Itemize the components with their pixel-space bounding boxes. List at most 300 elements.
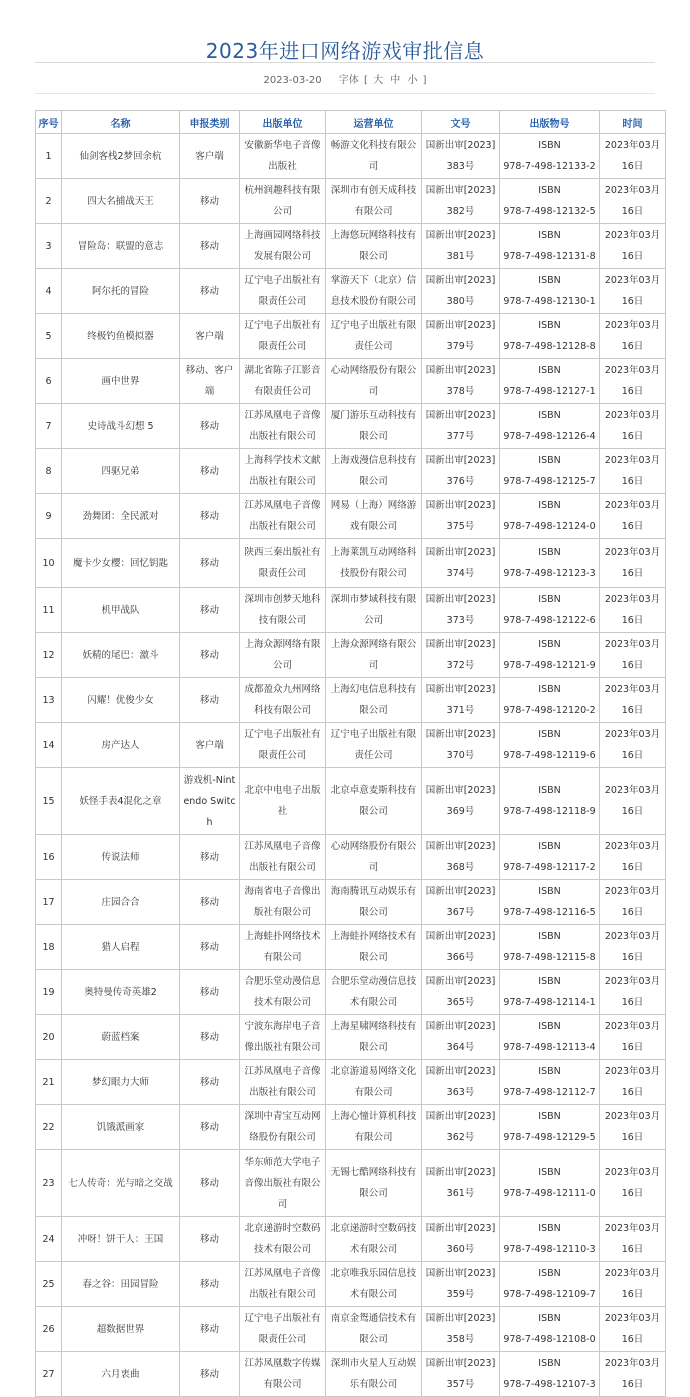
cell-category: 移动 [180,404,240,449]
header-isbn: 出版物号 [500,111,600,134]
isbn-label: ISBN [538,547,561,558]
cell-operator: 北京游道易网络文化有限公司 [326,1060,422,1105]
cell-no: 15 [36,768,62,835]
cell-time: 2023年03月16日 [600,359,666,404]
cell-category: 客户端 [180,723,240,768]
cell-name: 闪耀！优俊少女 [62,678,180,723]
bracket-open: [ [363,75,368,86]
isbn-label: ISBN [538,230,561,241]
cell-no: 21 [36,1060,62,1105]
cell-name: 春之谷：田园冒险 [62,1262,180,1307]
isbn-number: 978-7-498-12111-0 [503,1188,596,1199]
cell-category: 移动 [180,1015,240,1060]
isbn-label: ISBN [538,1066,561,1077]
cell-time: 2023年03月16日 [600,1307,666,1352]
table-row [36,1060,666,1105]
table-row [36,678,666,723]
cell-doc-number: 国新出审[2023]379号 [422,314,500,359]
cell-no: 25 [36,1262,62,1307]
cell-no: 6 [36,359,62,404]
isbn-number: 978-7-498-12117-2 [503,862,596,873]
cell-doc-number: 国新出审[2023]370号 [422,723,500,768]
cell-doc-number: 国新出审[2023]368号 [422,835,500,880]
cell-category: 移动 [180,179,240,224]
cell-time: 2023年03月16日 [600,314,666,359]
cell-doc-number: 国新出审[2023]380号 [422,269,500,314]
cell-name: 劲舞团：全民派对 [62,494,180,539]
cell-time: 2023年03月16日 [600,1352,666,1397]
isbn-label: ISBN [538,185,561,196]
cell-name: 猎人启程 [62,925,180,970]
cell-category: 移动 [180,1060,240,1105]
cell-category: 移动 [180,1262,240,1307]
cell-operator: 深圳市火星人互动娱乐有限公司 [326,1352,422,1397]
cell-doc-number: 国新出审[2023]382号 [422,179,500,224]
cell-time: 2023年03月16日 [600,723,666,768]
isbn-label: ISBN [538,976,561,987]
isbn-label: ISBN [538,455,561,466]
cell-publisher: 深圳中青宝互动网络股份有限公司 [240,1105,326,1150]
isbn-label: ISBN [538,365,561,376]
cell-no: 20 [36,1015,62,1060]
isbn-number: 978-7-498-12120-2 [503,705,596,716]
isbn-label: ISBN [538,1111,561,1122]
table-row [36,835,666,880]
cell-no: 17 [36,880,62,925]
cell-time: 2023年03月16日 [600,588,666,633]
cell-time: 2023年03月16日 [600,678,666,723]
cell-operator: 无锡七酷网络科技有限公司 [326,1150,422,1217]
cell-isbn [500,539,600,588]
cell-no: 16 [36,835,62,880]
cell-category: 移动 [180,1150,240,1217]
cell-isbn [500,449,600,494]
cell-no: 8 [36,449,62,494]
isbn-number: 978-7-498-12129-5 [503,1132,596,1143]
cell-doc-number: 国新出审[2023]372号 [422,633,500,678]
isbn-number: 978-7-498-12108-0 [503,1334,596,1345]
table-row [36,1307,666,1352]
header-category: 申报类别 [180,111,240,134]
header-time: 时间 [600,111,666,134]
cell-category: 移动 [180,678,240,723]
cell-time: 2023年03月16日 [600,1060,666,1105]
cell-time: 2023年03月16日 [600,1105,666,1150]
cell-isbn [500,269,600,314]
header-name: 名称 [62,111,180,134]
cell-isbn [500,1352,600,1397]
isbn-number: 978-7-498-12113-4 [503,1042,596,1053]
cell-no: 14 [36,723,62,768]
cell-no: 24 [36,1217,62,1262]
cell-doc-number: 国新出审[2023]383号 [422,134,500,179]
table-row [36,314,666,359]
cell-time: 2023年03月16日 [600,134,666,179]
title-divider [35,62,655,63]
cell-category: 移动 [180,925,240,970]
isbn-label: ISBN [538,1268,561,1279]
cell-name: 超数据世界 [62,1307,180,1352]
isbn-number: 978-7-498-12121-9 [503,660,596,671]
cell-time: 2023年03月16日 [600,179,666,224]
isbn-label: ISBN [538,1223,561,1234]
cell-doc-number: 国新出审[2023]358号 [422,1307,500,1352]
cell-doc-number: 国新出审[2023]361号 [422,1150,500,1217]
cell-publisher: 成都盈众九州网络科技有限公司 [240,678,326,723]
cell-category: 移动、客户端 [180,359,240,404]
cell-time: 2023年03月16日 [600,539,666,588]
cell-doc-number: 国新出审[2023]360号 [422,1217,500,1262]
isbn-number: 978-7-498-12119-6 [503,750,596,761]
isbn-label: ISBN [538,320,561,331]
cell-isbn [500,1060,600,1105]
cell-isbn [500,1307,600,1352]
cell-doc-number: 国新出审[2023]377号 [422,404,500,449]
cell-no: 5 [36,314,62,359]
cell-time: 2023年03月16日 [600,633,666,678]
cell-operator: 厦门游乐互动科技有限公司 [326,404,422,449]
cell-name: 阿尔托的冒险 [62,269,180,314]
cell-category: 移动 [180,835,240,880]
cell-operator: 合肥乐堂动漫信息技术有限公司 [326,970,422,1015]
cell-category: 移动 [180,1217,240,1262]
isbn-number: 978-7-498-12116-5 [503,907,596,918]
cell-name: 仙剑客栈2梦回余杭 [62,134,180,179]
table-row [36,539,666,588]
cell-publisher: 江苏凤凰电子音像出版社有限公司 [240,1060,326,1105]
cell-publisher: 辽宁电子出版社有限责任公司 [240,269,326,314]
cell-category: 移动 [180,449,240,494]
cell-publisher: 上海众源网络有限公司 [240,633,326,678]
table-row [36,880,666,925]
cell-isbn [500,179,600,224]
cell-publisher: 江苏凤凰电子音像出版社有限公司 [240,404,326,449]
cell-time: 2023年03月16日 [600,835,666,880]
table-row [36,588,666,633]
cell-operator: 心动网络股份有限公司 [326,835,422,880]
publish-date: 2023-03-20 [263,75,322,86]
font-size-large-link[interactable]: 大 [373,75,384,86]
cell-isbn [500,1150,600,1217]
cell-operator: 上海蛙扑网络技术有限公司 [326,925,422,970]
isbn-label: ISBN [538,275,561,286]
cell-publisher: 上海科学技术文献出版社有限公司 [240,449,326,494]
cell-category: 移动 [180,1352,240,1397]
cell-operator: 深圳市有创天成科技有限公司 [326,179,422,224]
cell-category: 移动 [180,269,240,314]
cell-name: 冲呀！饼干人：王国 [62,1217,180,1262]
isbn-number: 978-7-498-12118-9 [503,806,596,817]
cell-category: 移动 [180,588,240,633]
article-meta [0,71,690,86]
cell-operator: 畅游文化科技有限公司 [326,134,422,179]
cell-operator: 上海悠玩网络科技有限公司 [326,224,422,269]
cell-publisher: 上海画园网络科技发展有限公司 [240,224,326,269]
cell-name: 妖怪手表4混化之章 [62,768,180,835]
table-row [36,269,666,314]
cell-isbn [500,678,600,723]
table-row [36,1262,666,1307]
cell-publisher: 辽宁电子出版社有限责任公司 [240,314,326,359]
table-row [36,1352,666,1397]
cell-no: 23 [36,1150,62,1217]
approval-table [35,110,666,1397]
isbn-label: ISBN [538,931,561,942]
table-row [36,925,666,970]
cell-no: 9 [36,494,62,539]
isbn-label: ISBN [538,639,561,650]
cell-name: 四驱兄弟 [62,449,180,494]
cell-doc-number: 国新出审[2023]373号 [422,588,500,633]
cell-name: 画中世界 [62,359,180,404]
isbn-number: 978-7-498-12130-1 [503,296,596,307]
cell-operator: 辽宁电子出版社有限责任公司 [326,314,422,359]
isbn-label: ISBN [538,1358,561,1369]
cell-doc-number: 国新出审[2023]357号 [422,1352,500,1397]
cell-no: 1 [36,134,62,179]
cell-operator: 南京金鸳通信技术有限公司 [326,1307,422,1352]
cell-name: 庄园合合 [62,880,180,925]
cell-doc-number: 国新出审[2023]364号 [422,1015,500,1060]
header-doc-number: 文号 [422,111,500,134]
cell-operator: 海南腾讯互动娱乐有限公司 [326,880,422,925]
cell-name: 妖精的尾巴：激斗 [62,633,180,678]
cell-isbn [500,768,600,835]
cell-category: 移动 [180,539,240,588]
cell-name: 史诗战斗幻想 5 [62,404,180,449]
isbn-number: 978-7-498-12132-5 [503,206,596,217]
cell-doc-number: 国新出审[2023]381号 [422,224,500,269]
cell-isbn [500,314,600,359]
isbn-label: ISBN [538,886,561,897]
isbn-number: 978-7-498-12122-6 [503,615,596,626]
cell-category: 移动 [180,880,240,925]
cell-doc-number: 国新出审[2023]371号 [422,678,500,723]
isbn-number: 978-7-498-12125-7 [503,476,596,487]
cell-isbn [500,1105,600,1150]
cell-isbn [500,723,600,768]
cell-name: 机甲战队 [62,588,180,633]
cell-name: 四大名捕战天王 [62,179,180,224]
cell-operator: 上海幻电信息科技有限公司 [326,678,422,723]
cell-no: 7 [36,404,62,449]
isbn-number: 978-7-498-12126-4 [503,431,596,442]
isbn-number: 978-7-498-12123-3 [503,568,596,579]
isbn-number: 978-7-498-12131-8 [503,251,596,262]
table-row [36,494,666,539]
header-no: 序号 [36,111,62,134]
cell-category: 移动 [180,1105,240,1150]
font-size-medium-link[interactable]: 中 [390,75,401,86]
cell-category: 客户端 [180,314,240,359]
table-row [36,134,666,179]
font-size-label: 字体 [338,75,359,86]
table-body [36,134,666,1397]
cell-time: 2023年03月16日 [600,494,666,539]
cell-doc-number: 国新出审[2023]375号 [422,494,500,539]
isbn-label: ISBN [538,500,561,511]
cell-name: 传说法师 [62,835,180,880]
isbn-number: 978-7-498-12127-1 [503,386,596,397]
cell-operator: 辽宁电子出版社有限责任公司 [326,723,422,768]
header-operator: 运营单位 [326,111,422,134]
cell-operator: 网易（上海）网络游戏有限公司 [326,494,422,539]
isbn-number: 978-7-498-12109-7 [503,1289,596,1300]
cell-name: 梦幻眼力大师 [62,1060,180,1105]
cell-time: 2023年03月16日 [600,269,666,314]
cell-no: 11 [36,588,62,633]
cell-isbn [500,134,600,179]
cell-doc-number: 国新出审[2023]376号 [422,449,500,494]
cell-isbn [500,404,600,449]
cell-isbn [500,1217,600,1262]
cell-publisher: 合肥乐堂动漫信息技术有限公司 [240,970,326,1015]
table-row [36,1015,666,1060]
isbn-label: ISBN [538,1167,561,1178]
cell-category: 移动 [180,224,240,269]
cell-isbn [500,224,600,269]
isbn-label: ISBN [538,1313,561,1324]
cell-publisher: 江苏凤凰数字传媒有限公司 [240,1352,326,1397]
cell-time: 2023年03月16日 [600,1015,666,1060]
cell-doc-number: 国新出审[2023]362号 [422,1105,500,1150]
cell-operator: 上海心憧计算机科技有限公司 [326,1105,422,1150]
cell-time: 2023年03月16日 [600,1217,666,1262]
cell-time: 2023年03月16日 [600,449,666,494]
cell-doc-number: 国新出审[2023]374号 [422,539,500,588]
cell-isbn [500,359,600,404]
isbn-number: 978-7-498-12124-0 [503,521,596,532]
isbn-number: 978-7-498-12128-8 [503,341,596,352]
isbn-label: ISBN [538,841,561,852]
cell-publisher: 上海蛙扑网络技术有限公司 [240,925,326,970]
cell-doc-number: 国新出审[2023]365号 [422,970,500,1015]
cell-time: 2023年03月16日 [600,1262,666,1307]
cell-publisher: 北京中电电子出版社 [240,768,326,835]
cell-doc-number: 国新出审[2023]367号 [422,880,500,925]
table-row [36,633,666,678]
cell-time: 2023年03月16日 [600,224,666,269]
isbn-label: ISBN [538,729,561,740]
cell-operator: 北京卓意麦斯科技有限公司 [326,768,422,835]
cell-no: 12 [36,633,62,678]
cell-time: 2023年03月16日 [600,768,666,835]
cell-operator: 上海众源网络有限公司 [326,633,422,678]
cell-publisher: 辽宁电子出版社有限责任公司 [240,1307,326,1352]
cell-no: 18 [36,925,62,970]
cell-category: 客户端 [180,134,240,179]
isbn-label: ISBN [538,594,561,605]
table-row [36,768,666,835]
cell-no: 10 [36,539,62,588]
cell-isbn [500,925,600,970]
cell-category: 移动 [180,970,240,1015]
cell-publisher: 安徽新华电子音像出版社 [240,134,326,179]
table-row [36,1217,666,1262]
cell-no: 26 [36,1307,62,1352]
isbn-label: ISBN [538,684,561,695]
cell-no: 22 [36,1105,62,1150]
table-row [36,723,666,768]
cell-doc-number: 国新出审[2023]366号 [422,925,500,970]
table-row [36,359,666,404]
cell-isbn [500,494,600,539]
cell-doc-number: 国新出审[2023]363号 [422,1060,500,1105]
cell-time: 2023年03月16日 [600,880,666,925]
cell-category: 移动 [180,1307,240,1352]
isbn-label: ISBN [538,785,561,796]
cell-publisher: 海南省电子音像出版社有限公司 [240,880,326,925]
cell-isbn [500,1015,600,1060]
isbn-label: ISBN [538,1021,561,1032]
table-row [36,449,666,494]
table-row [36,1105,666,1150]
cell-operator: 掌游天下（北京）信息技术股份有限公司 [326,269,422,314]
cell-no: 4 [36,269,62,314]
cell-operator: 北京递游时空数码技术有限公司 [326,1217,422,1262]
isbn-number: 978-7-498-12110-3 [503,1244,596,1255]
cell-time: 2023年03月16日 [600,970,666,1015]
font-size-small-link[interactable]: 小 [407,75,418,86]
isbn-number: 978-7-498-12133-2 [503,161,596,172]
cell-time: 2023年03月16日 [600,925,666,970]
cell-isbn [500,880,600,925]
cell-name: 六月衷曲 [62,1352,180,1397]
cell-publisher: 江苏凤凰电子音像出版社有限公司 [240,835,326,880]
cell-name: 饥饿派画家 [62,1105,180,1150]
cell-no: 13 [36,678,62,723]
cell-operator: 上海星啸网络科技有限公司 [326,1015,422,1060]
cell-isbn [500,835,600,880]
cell-time: 2023年03月16日 [600,1150,666,1217]
header-publisher: 出版单位 [240,111,326,134]
table-header-row [36,111,666,134]
cell-category: 移动 [180,633,240,678]
table-row [36,1150,666,1217]
isbn-number: 978-7-498-12114-1 [503,997,596,1008]
cell-isbn [500,1262,600,1307]
cell-doc-number: 国新出审[2023]359号 [422,1262,500,1307]
cell-no: 3 [36,224,62,269]
cell-publisher: 陕西三秦出版社有限责任公司 [240,539,326,588]
cell-name: 房产达人 [62,723,180,768]
cell-publisher: 辽宁电子出版社有限责任公司 [240,723,326,768]
table-row [36,224,666,269]
cell-category: 游戏机-Nintendo Switch [180,768,240,835]
cell-name: 冒险岛：联盟的意志 [62,224,180,269]
cell-time: 2023年03月16日 [600,404,666,449]
cell-publisher: 江苏凤凰电子音像出版社有限公司 [240,494,326,539]
table-row [36,179,666,224]
cell-name: 魔卡少女樱：回忆钥匙 [62,539,180,588]
cell-name: 奥特曼传奇英雄2 [62,970,180,1015]
cell-operator: 心动网络股份有限公司 [326,359,422,404]
isbn-label: ISBN [538,140,561,151]
cell-name: 蔚蓝档案 [62,1015,180,1060]
cell-publisher: 江苏凤凰电子音像出版社有限公司 [240,1262,326,1307]
cell-operator: 上海戏漫信息科技有限公司 [326,449,422,494]
isbn-label: ISBN [538,410,561,421]
isbn-number: 978-7-498-12112-7 [503,1087,596,1098]
isbn-number: 978-7-498-12115-8 [503,952,596,963]
cell-publisher: 华东师范大学电子音像出版社有限公司 [240,1150,326,1217]
table-row [36,404,666,449]
cell-operator: 北京唯我乐园信息技术有限公司 [326,1262,422,1307]
cell-no: 19 [36,970,62,1015]
bracket-close: ] [422,75,427,86]
cell-name: 终极钓鱼模拟器 [62,314,180,359]
cell-name: 七人传奇：光与暗之交战 [62,1150,180,1217]
